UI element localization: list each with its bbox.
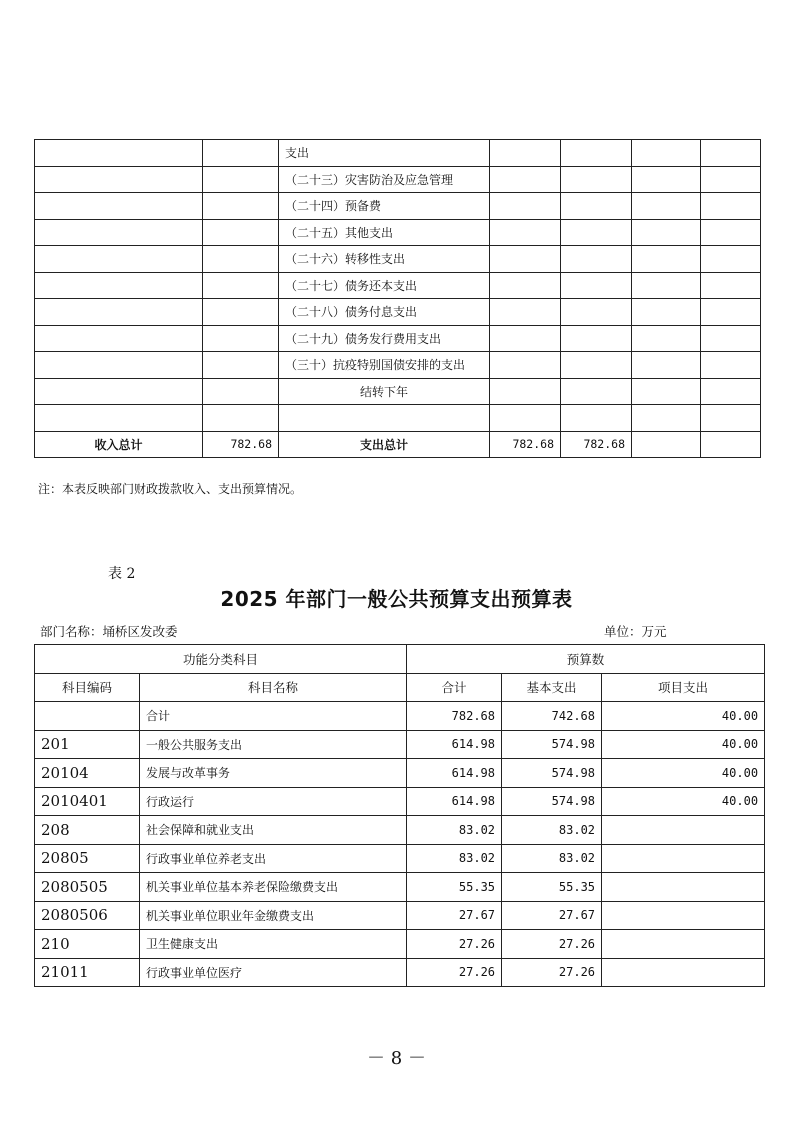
project-expense-cell [602,958,765,987]
empty-cell [203,219,279,246]
total-cell: 55.35 [407,873,502,902]
basic-expense-cell: 574.98 [502,730,602,759]
empty-cell [632,140,701,167]
empty-cell [203,166,279,193]
empty-cell [561,352,632,379]
subject-code-cell: 21011 [35,958,140,987]
header-project: 项目支出 [602,673,765,702]
empty-cell [701,219,761,246]
income-total-label: 收入总计 [35,431,203,458]
empty-cell [632,352,701,379]
expense-item-cell: （二十八）债务付息支出 [279,299,490,326]
empty-cell [203,140,279,167]
empty-cell [490,299,561,326]
empty-cell [203,325,279,352]
empty-cell [35,325,203,352]
table-row [35,166,761,193]
expense-item-cell: （二十三）灾害防治及应急管理 [279,166,490,193]
empty-cell [632,272,701,299]
empty-cell [203,272,279,299]
empty-cell [490,325,561,352]
header-func-class: 功能分类科目 [35,645,407,674]
department-name: 部门名称：埇桥区发改委 [40,624,178,639]
empty-cell [701,405,761,432]
subject-code-cell [35,702,140,731]
empty-cell [701,140,761,167]
expense-item-cell: （二十七）债务还本支出 [279,272,490,299]
table-note: 注：本表反映部门财政拨款收入、支出预算情况。 [38,482,303,496]
subject-name-cell: 一般公共服务支出 [140,730,407,759]
expense-total-value: 782.68 [561,431,632,458]
table-row [35,272,761,299]
table-title: 2025 年部门一般公共预算支出预算表 [220,587,573,611]
header-budget: 预算数 [407,645,765,674]
empty-cell [561,140,632,167]
project-expense-cell: 40.00 [602,759,765,788]
header-total: 合计 [407,673,502,702]
expense-item-cell: （二十五）其他支出 [279,219,490,246]
subject-code-cell: 2010401 [35,787,140,816]
empty-cell [490,378,561,405]
header-code: 科目编码 [35,673,140,702]
empty-cell [35,352,203,379]
subject-name-cell: 社会保障和就业支出 [140,816,407,845]
expense-item-cell: 结转下年 [279,378,490,405]
header-basic: 基本支出 [502,673,602,702]
empty-cell [701,193,761,220]
empty-cell [701,299,761,326]
table-row [35,873,765,902]
empty-cell [490,272,561,299]
table-row [35,352,761,379]
empty-cell [701,272,761,299]
empty-cell [561,193,632,220]
empty-cell [203,405,279,432]
table-row [35,930,765,959]
table-row [35,219,761,246]
empty-cell [490,140,561,167]
empty-cell [35,246,203,273]
table-row [35,193,761,220]
empty-cell [561,405,632,432]
total-cell: 83.02 [407,844,502,873]
unit-label: 单位：万元 [604,624,667,639]
subject-name-cell: 卫生健康支出 [140,930,407,959]
header-name: 科目名称 [140,673,407,702]
subject-code-cell: 2080505 [35,873,140,902]
empty-cell [203,193,279,220]
empty-cell [490,166,561,193]
general-budget-expenditure-table [34,644,765,987]
empty-cell [632,431,701,458]
table-row [35,405,761,432]
empty-cell [561,272,632,299]
table-row [35,958,765,987]
expense-item-cell: （三十）抗疫特别国债安排的支出 [279,352,490,379]
empty-cell [701,166,761,193]
empty-cell [632,246,701,273]
expense-total-label: 支出总计 [279,431,490,458]
empty-cell [490,405,561,432]
empty-cell [490,246,561,273]
empty-cell [203,352,279,379]
basic-expense-cell: 27.67 [502,901,602,930]
basic-expense-cell: 83.02 [502,816,602,845]
empty-cell [701,246,761,273]
empty-cell [701,325,761,352]
table-row [35,246,761,273]
total-cell: 27.26 [407,930,502,959]
empty-cell [490,219,561,246]
table-row [35,140,761,167]
total-cell: 83.02 [407,816,502,845]
empty-cell [561,299,632,326]
project-expense-cell [602,901,765,930]
subject-name-cell: 机关事业单位职业年金缴费支出 [140,901,407,930]
empty-cell [701,431,761,458]
subject-name-cell: 行政运行 [140,787,407,816]
empty-cell [561,166,632,193]
empty-cell [203,378,279,405]
empty-cell [35,272,203,299]
expense-item-cell: 支出 [279,140,490,167]
expense-total-value: 782.68 [490,431,561,458]
project-expense-cell: 40.00 [602,730,765,759]
basic-expense-cell: 55.35 [502,873,602,902]
subject-name-cell: 发展与改革事务 [140,759,407,788]
table-row [35,730,765,759]
project-expense-cell [602,844,765,873]
basic-expense-cell: 574.98 [502,759,602,788]
empty-cell [561,246,632,273]
subject-code-cell: 20104 [35,759,140,788]
table-row [35,702,765,731]
table-row [35,816,765,845]
empty-cell [35,166,203,193]
empty-cell [35,299,203,326]
empty-cell [632,166,701,193]
empty-cell [632,193,701,220]
empty-cell [632,325,701,352]
table-row [35,759,765,788]
project-expense-cell [602,873,765,902]
expense-item-cell [279,405,490,432]
expense-item-cell: （二十六）转移性支出 [279,246,490,273]
table-label: 表 2 [108,566,136,582]
project-expense-cell [602,816,765,845]
table-row [35,901,765,930]
subject-name-cell: 合计 [140,702,407,731]
total-cell: 27.26 [407,958,502,987]
project-expense-cell: 40.00 [602,702,765,731]
table-row [35,844,765,873]
total-cell: 614.98 [407,730,502,759]
total-cell: 27.67 [407,901,502,930]
table-row [35,787,765,816]
basic-expense-cell: 27.26 [502,958,602,987]
table-row [35,378,761,405]
header-row-2 [35,673,765,702]
empty-cell [35,140,203,167]
expense-item-cell: （二十四）预备费 [279,193,490,220]
income-total-value: 782.68 [203,431,279,458]
income-expense-table-continuation [34,139,761,458]
subject-code-cell: 2080506 [35,901,140,930]
project-expense-cell [602,930,765,959]
table-row [35,299,761,326]
table-row [35,325,761,352]
subject-code-cell: 201 [35,730,140,759]
empty-cell [490,352,561,379]
subject-name-cell: 机关事业单位基本养老保险缴费支出 [140,873,407,902]
empty-cell [35,378,203,405]
total-cell: 614.98 [407,759,502,788]
empty-cell [203,246,279,273]
empty-cell [561,325,632,352]
expense-item-cell: （二十九）债务发行费用支出 [279,325,490,352]
empty-cell [35,193,203,220]
empty-cell [561,378,632,405]
empty-cell [35,219,203,246]
subject-code-cell: 210 [35,930,140,959]
empty-cell [35,405,203,432]
empty-cell [632,299,701,326]
empty-cell [632,405,701,432]
empty-cell [632,378,701,405]
subject-code-cell: 208 [35,816,140,845]
empty-cell [632,219,701,246]
subject-code-cell: 20805 [35,844,140,873]
basic-expense-cell: 27.26 [502,930,602,959]
empty-cell [701,378,761,405]
total-cell: 614.98 [407,787,502,816]
subject-name-cell: 行政事业单位医疗 [140,958,407,987]
basic-expense-cell: 742.68 [502,702,602,731]
header-row-1 [35,645,765,674]
empty-cell [561,219,632,246]
total-cell: 782.68 [407,702,502,731]
project-expense-cell: 40.00 [602,787,765,816]
empty-cell [490,193,561,220]
empty-cell [203,299,279,326]
subject-name-cell: 行政事业单位养老支出 [140,844,407,873]
empty-cell [701,352,761,379]
page-number: － 8 － [367,1048,426,1069]
basic-expense-cell: 574.98 [502,787,602,816]
total-row [35,431,761,458]
basic-expense-cell: 83.02 [502,844,602,873]
